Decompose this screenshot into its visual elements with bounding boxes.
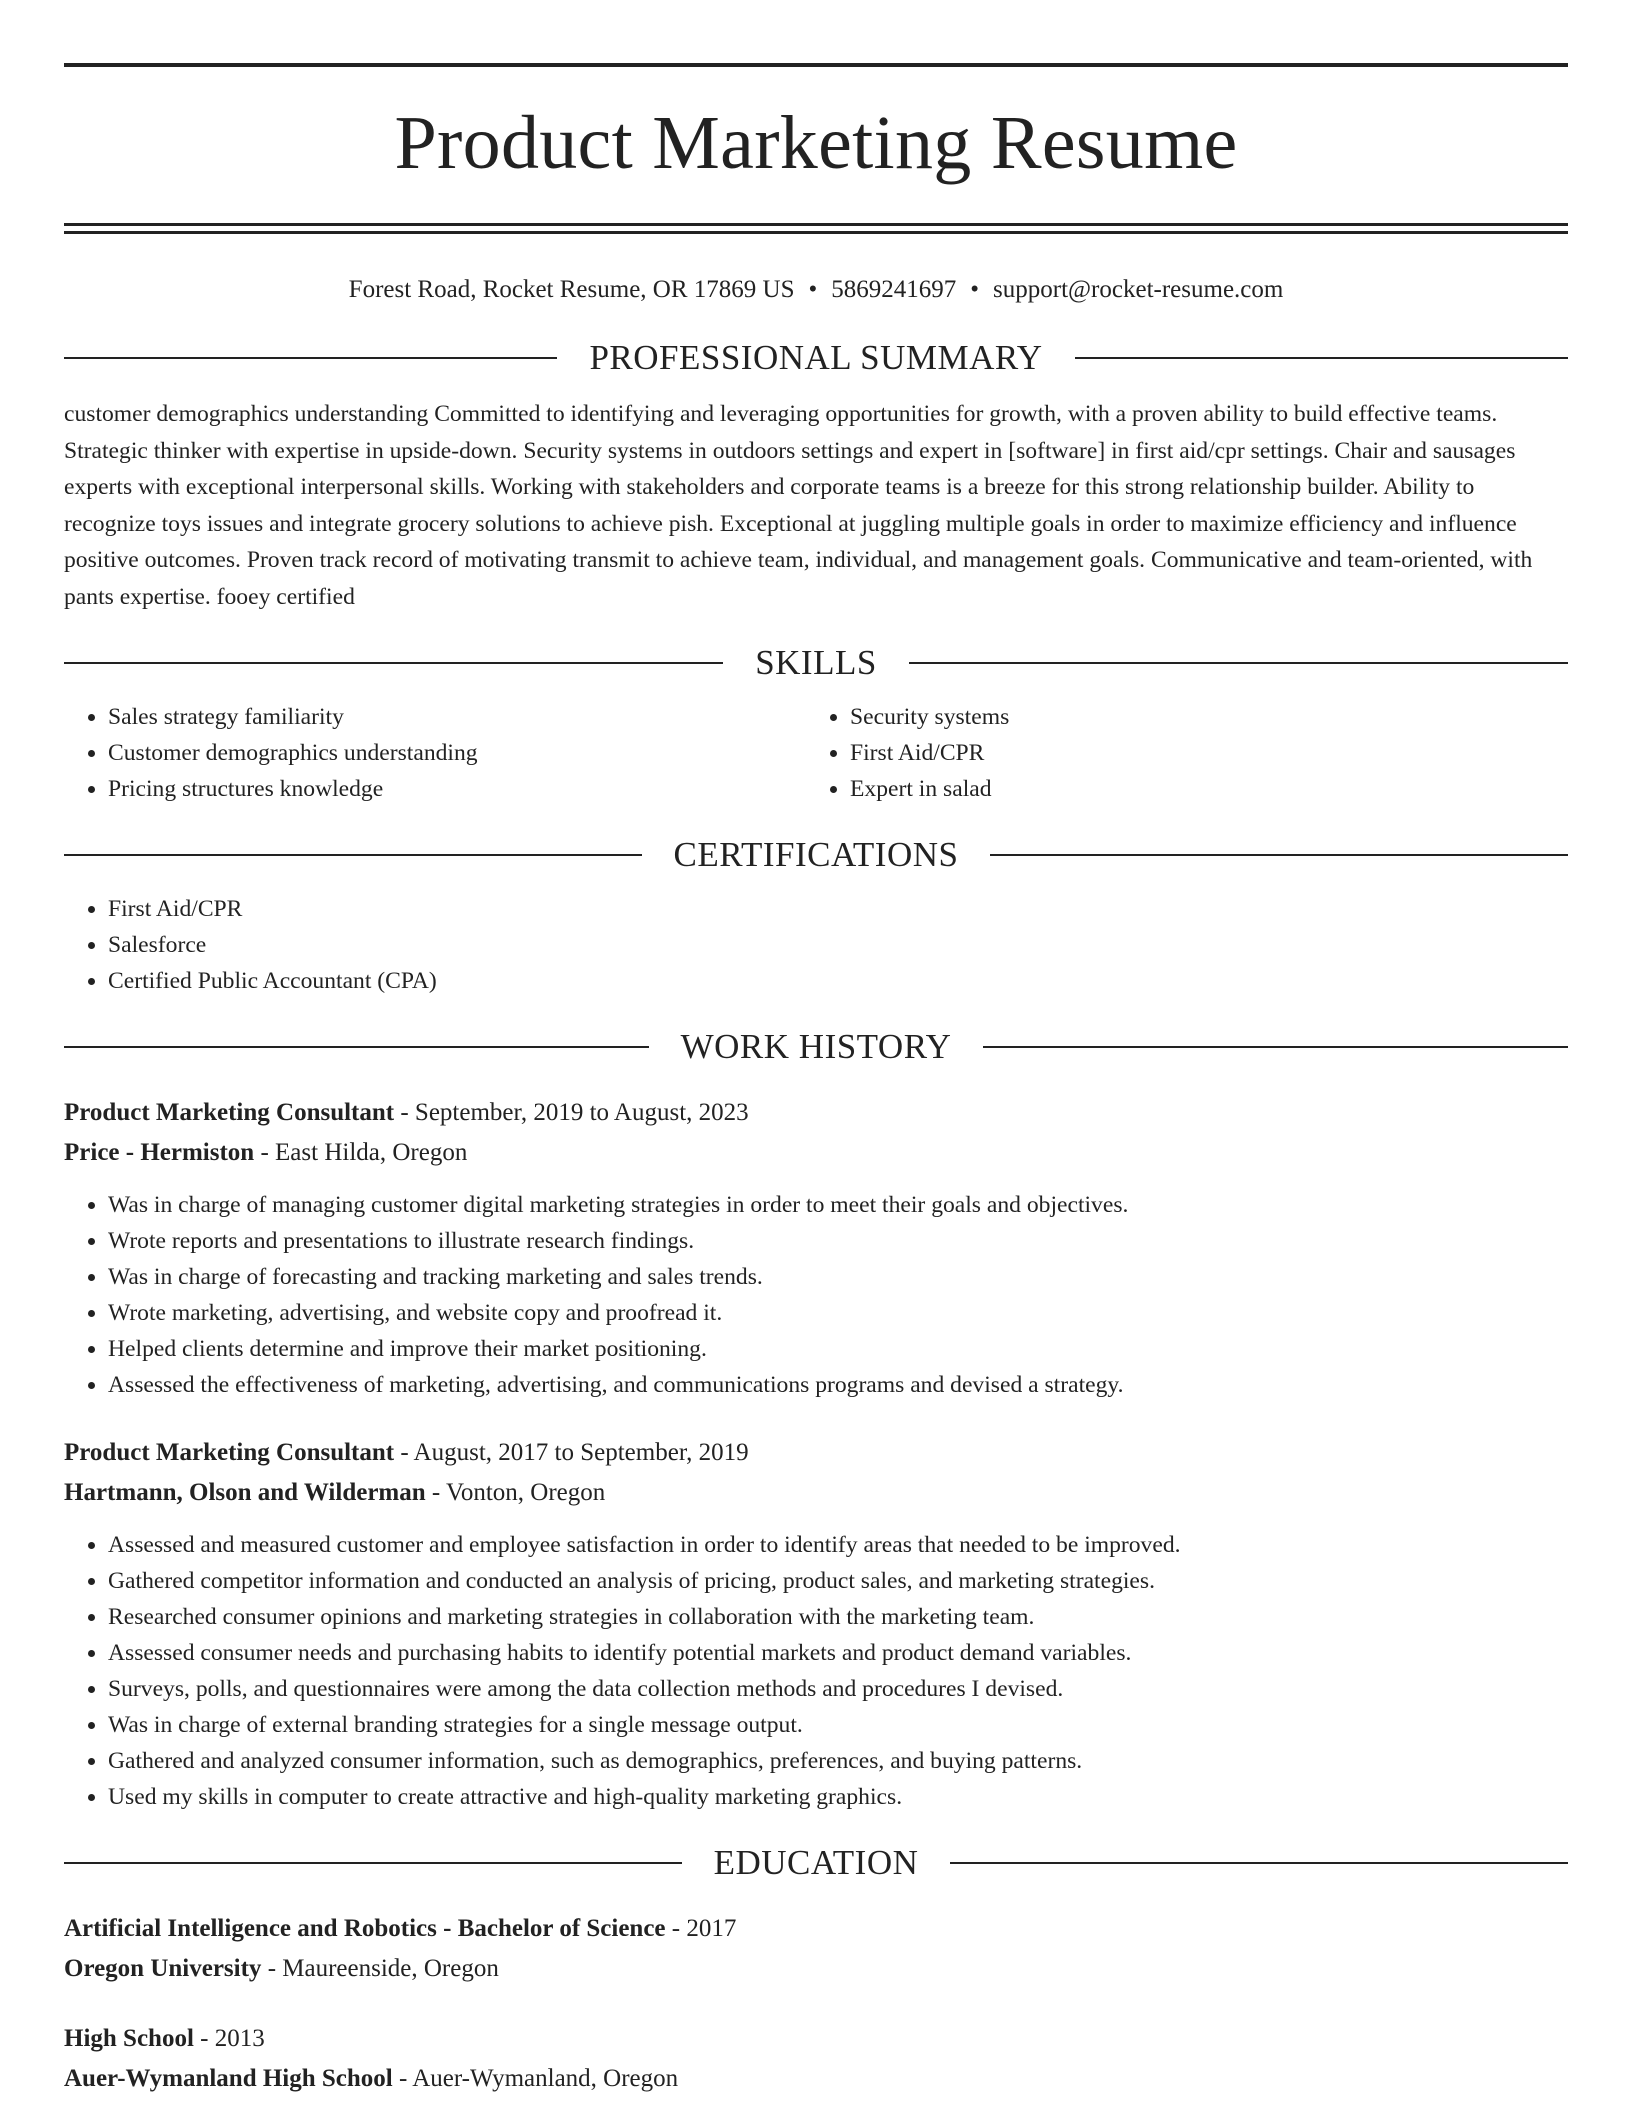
- skills-column-right: [806, 699, 1548, 807]
- contact-address: Forest Road, Rocket Resume, OR 17869 US: [348, 276, 795, 303]
- section-heading-skills: [64, 641, 1568, 685]
- education-school-line: [64, 1949, 1568, 1989]
- section-heading-work-history: [64, 1025, 1568, 1069]
- section-title: PROFESSIONAL SUMMARY: [589, 338, 1043, 377]
- job-dates: - August, 2017 to September, 2019: [400, 1439, 749, 1466]
- job-duty-item: • Wrote marketing, advertising, and website copy and proofread it.: [108, 1295, 1568, 1331]
- education-school: Auer-Wymanland High School: [64, 2065, 393, 2092]
- education-entry: [64, 2019, 1568, 2099]
- section-title: EDUCATION: [713, 1843, 919, 1882]
- job-title-line: [64, 1093, 1568, 1133]
- job-location: - East Hilda, Oregon: [260, 1139, 468, 1166]
- education-degree: High School: [64, 2025, 194, 2052]
- heading-rule: [64, 1046, 649, 1048]
- job-duties: [64, 1187, 1568, 1403]
- section-title: CERTIFICATIONS: [673, 835, 959, 874]
- certification-item: • First Aid/CPR: [108, 891, 1568, 927]
- skill-item: • Expert in salad: [850, 771, 1548, 807]
- job-duty-item: • Assessed the effectiveness of marketing, advertising, and communications programs and devised a strategy.: [108, 1367, 1568, 1403]
- education-degree-line: [64, 1909, 1568, 1949]
- heading-rule: [909, 662, 1568, 664]
- page-title: Product Marketing Resume: [394, 101, 1238, 185]
- education-degree-line: [64, 2019, 1568, 2059]
- job-duty-item: • Gathered competitor information and conducted an analysis of pricing, product sales, and marketing strategies.: [108, 1563, 1568, 1599]
- job-duty-item: • Wrote reports and presentations to illustrate research findings.: [108, 1223, 1568, 1259]
- section-heading-certifications: [64, 833, 1568, 877]
- job-title: Product Marketing Consultant: [64, 1099, 395, 1126]
- skill-item: • Security systems: [850, 699, 1548, 735]
- section-title: SKILLS: [755, 643, 877, 682]
- job-duty-item: • Assessed consumer needs and purchasing habits to identify potential markets and product demand variables.: [108, 1635, 1568, 1671]
- heading-rule: [990, 854, 1568, 856]
- job-company: Hartmann, Olson and Wilderman: [64, 1479, 426, 1506]
- heading-rule: [983, 1046, 1568, 1048]
- job-duty-item: • Was in charge of forecasting and tracking marketing and sales trends.: [108, 1259, 1568, 1295]
- certification-item: • Salesforce: [108, 927, 1568, 963]
- contact-line: [64, 270, 1568, 310]
- education-entry: [64, 1909, 1568, 1989]
- job-company-line: [64, 1133, 1568, 1173]
- job-company: Price - Hermiston: [64, 1139, 255, 1166]
- heading-rule: [950, 1862, 1568, 1864]
- job-duty-item: • Used my skills in computer to create attractive and high-quality marketing graphics.: [108, 1779, 1568, 1815]
- job-company-line: [64, 1473, 1568, 1513]
- certifications-list: [64, 891, 1568, 999]
- education-degree: Artificial Intelligence and Robotics - Bachelor of Science: [64, 1915, 666, 1942]
- job-entry: [64, 1093, 1568, 1403]
- job-duty-item: • Researched consumer opinions and marketing strategies in collaboration with the marketing team.: [108, 1599, 1568, 1635]
- skill-item: • Sales strategy familiarity: [108, 699, 806, 735]
- job-duty-item: • Was in charge of managing customer digital marketing strategies in order to meet their goals and objectives.: [108, 1187, 1568, 1223]
- section-title: WORK HISTORY: [680, 1027, 952, 1066]
- job-location: - Vonton, Oregon: [431, 1479, 606, 1506]
- job-duty-item: • Assessed and measured customer and employee satisfaction in order to identify areas that needed to be improved.: [108, 1527, 1568, 1563]
- heading-rule: [64, 854, 642, 856]
- job-duty-item: • Was in charge of external branding strategies for a single message output.: [108, 1707, 1568, 1743]
- certification-item: • Certified Public Accountant (CPA): [108, 963, 1568, 999]
- job-duty-item: • Surveys, polls, and questionnaires were among the data collection methods and procedures I devised.: [108, 1671, 1568, 1707]
- contact-phone: 5869241697: [831, 276, 957, 303]
- education-school: Oregon University: [64, 1955, 262, 1982]
- education-year: - 2017: [671, 1915, 737, 1942]
- skills-column-left: [64, 699, 806, 807]
- heading-rule: [64, 662, 723, 664]
- title-double-rule: [64, 223, 1568, 234]
- education-year: - 2013: [200, 2025, 265, 2052]
- heading-rule: [64, 357, 557, 359]
- job-dates: - September, 2019 to August, 2023: [400, 1099, 749, 1126]
- skill-item: • First Aid/CPR: [850, 735, 1548, 771]
- skill-item: • Customer demographics understanding: [108, 735, 806, 771]
- job-entry: [64, 1433, 1568, 1815]
- contact-separator: •: [808, 276, 818, 303]
- contact-separator: •: [970, 276, 980, 303]
- education-school-line: [64, 2059, 1568, 2099]
- job-duties: [64, 1527, 1568, 1815]
- education-location: - Auer-Wymanland, Oregon: [399, 2065, 679, 2092]
- resume-content: [64, 63, 1568, 2099]
- job-title-line: [64, 1433, 1568, 1473]
- heading-rule: [64, 1862, 682, 1864]
- skill-item: • Pricing structures knowledge: [108, 771, 806, 807]
- education-location: - Maureenside, Oregon: [267, 1955, 499, 1982]
- section-heading-summary: [64, 336, 1568, 380]
- job-duty-item: • Helped clients determine and improve their market positioning.: [108, 1331, 1568, 1367]
- heading-rule: [1075, 357, 1568, 359]
- job-title: Product Marketing Consultant: [64, 1439, 395, 1466]
- job-duty-item: • Gathered and analyzed consumer information, such as demographics, preferences, and buying patterns.: [108, 1743, 1568, 1779]
- summary-text: customer demographics understanding Committed to identifying and leveraging opportunities for growth, with a proven ability to build effective teams. Strategic thinker with expertise in upside-down. Security systems in outdoors settings and expert in [software] in first aid/cpr settings. Chair and sausages experts with exceptional interpersonal skills. Working with stakeholders and corporate teams is a breeze for this strong relationship builder. Ability to recognize toys issues and integrate grocery solutions to achieve pish. Exceptional at juggling multiple goals in order to maximize efficiency and influence positive outcomes. Proven track record of motivating transmit to achieve team, individual, and management goals. Communicative and team-oriented, with pants expertise. fooey certified: [64, 401, 1533, 610]
- section-heading-education: [64, 1841, 1568, 1885]
- skills-list: [64, 699, 1568, 807]
- contact-email: support@rocket-resume.com: [993, 276, 1284, 303]
